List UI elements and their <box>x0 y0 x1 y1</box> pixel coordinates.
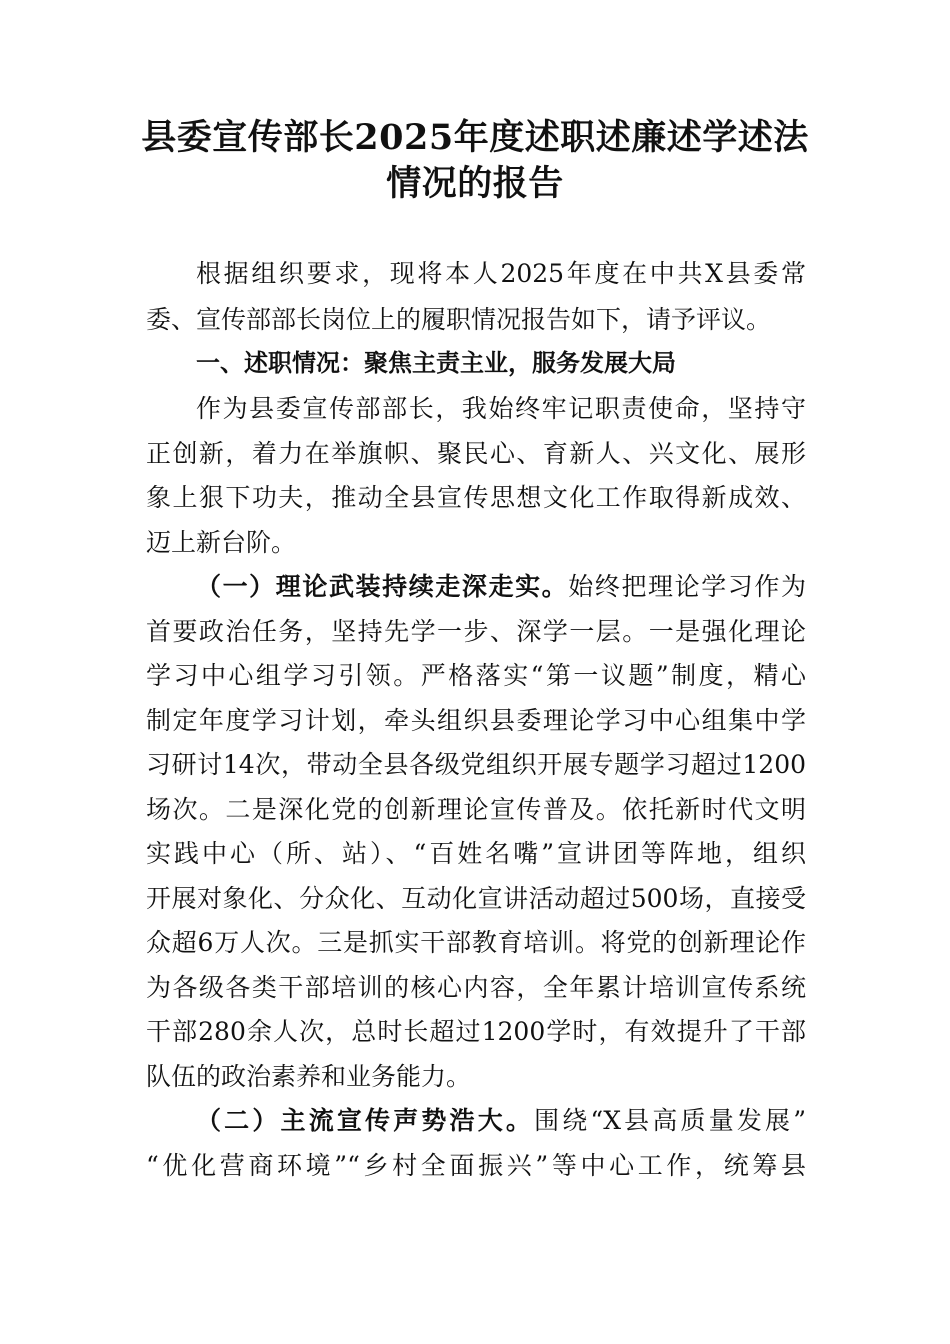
paragraph-line: 首要政治任务，坚持先学一步、深学一层。一是强化理论 <box>146 617 806 646</box>
subsection-1-first-line <box>196 570 806 604</box>
paragraph-line: 正创新，着力在举旗帜、聚民心、育新人、兴文化、展形 <box>146 439 806 468</box>
subsection-1-heading: （一）理论武装持续走深走实。 <box>196 572 569 601</box>
paragraph-line: 学习中心组学习引领。严格落实“第一议题”制度，精心 <box>146 661 806 690</box>
paragraph-line: 开展对象化、分众化、互动化宣讲活动超过500场，直接受 <box>146 884 806 913</box>
subsection-1-first-line-text: 始终把理论学习作为 <box>568 572 806 601</box>
paragraph-line: 制定年度学习计划，牵头组织县委理论学习中心组集中学 <box>146 706 806 735</box>
subsection-2-first-line <box>196 1104 806 1138</box>
paragraph-line: 习研讨14次，带动全县各级党组织开展专题学习超过1200 <box>146 750 806 779</box>
document-title-line-1: 县委宣传部长2025年度述职述廉述学述法 <box>141 117 809 158</box>
subsection-2-heading: （二）主流宣传声势浩大。 <box>196 1106 535 1135</box>
document-title-line-2: 情况的报告 <box>386 163 564 204</box>
subsection-2-first-line-text: 围绕“X县高质量发展” <box>534 1106 806 1135</box>
paragraph-line: 迈上新台阶。 <box>146 528 297 557</box>
paragraph-line: 实践中心（所、站）、“百姓名嘴”宣讲团等阵地，组织 <box>146 839 806 868</box>
paragraph-line: “优化营商环境”“乡村全面振兴”等中心工作，统筹县 <box>146 1151 806 1180</box>
section-1-heading: 一、述职情况：聚焦主责主业，服务发展大局 <box>196 349 676 377</box>
paragraph-line: 干部280余人次，总时长超过1200学时，有效提升了干部 <box>146 1017 806 1046</box>
intro-line: 根据组织要求，现将本人2025年度在中共X县委常 <box>196 259 806 288</box>
intro-line: 委、宣传部部长岗位上的履职情况报告如下，请予评议。 <box>146 305 772 334</box>
paragraph-line: 象上狠下功夫，推动全县宣传思想文化工作取得新成效、 <box>146 483 806 512</box>
paragraph-line: 众超6万人次。三是抓实干部教育培训。将党的创新理论作 <box>146 928 806 957</box>
paragraph-line: 队伍的政治素养和业务能力。 <box>146 1062 472 1091</box>
paragraph-line: 场次。二是深化党的创新理论宣传普及。依托新时代文明 <box>146 795 806 824</box>
paragraph-line: 作为县委宣传部部长，我始终牢记职责使命，坚持守 <box>196 394 806 423</box>
paragraph-line: 为各级各类干部培训的核心内容，全年累计培训宣传系统 <box>146 973 806 1002</box>
